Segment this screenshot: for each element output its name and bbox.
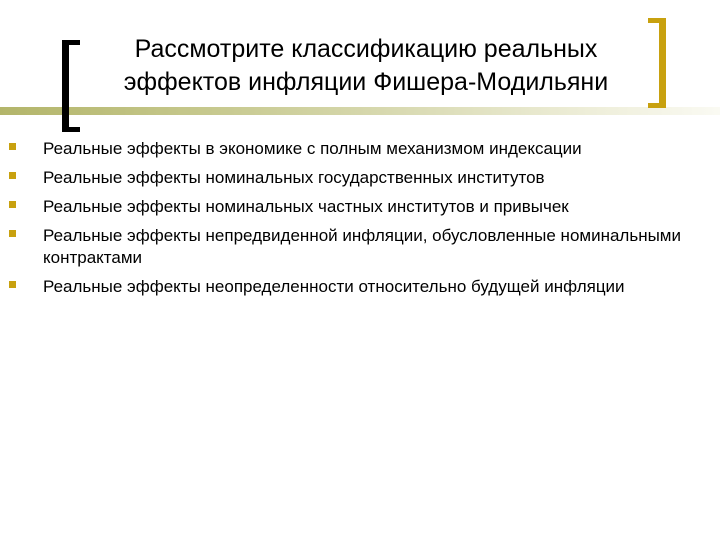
title-underline-band [0,107,720,115]
bullet-item [0,276,700,298]
bullet-text: Реальные эффекты неопределенности относительно будущей инфляции [43,277,625,296]
right-bracket-icon [648,18,666,108]
slide-title-line-1: Рассмотрите классификацию реальных [134,35,598,63]
slide-title [92,33,640,99]
bullet-text: Реальные эффекты номинальных государственных институтов [43,168,545,187]
bullet-item [0,225,700,269]
left-bracket-icon [62,40,80,132]
square-bullet-icon [9,172,16,179]
bullet-item [0,196,700,218]
square-bullet-icon [9,201,16,208]
square-bullet-icon [9,143,16,150]
square-bullet-icon [9,281,16,288]
slide-title-line-2: эффектов инфляции Фишера-Модильяни [123,68,609,96]
bullet-item [0,138,700,160]
bullet-text: Реальные эффекты непредвиденной инфляции, обусловленные номинальными контрактами [43,226,681,267]
bullet-text: Реальные эффекты номинальных частных институтов и привычек [43,197,569,216]
square-bullet-icon [9,230,16,237]
bullet-item [0,167,700,189]
bullet-list [0,138,700,305]
bullet-text: Реальные эффекты в экономике с полным механизмом индексации [43,139,582,158]
